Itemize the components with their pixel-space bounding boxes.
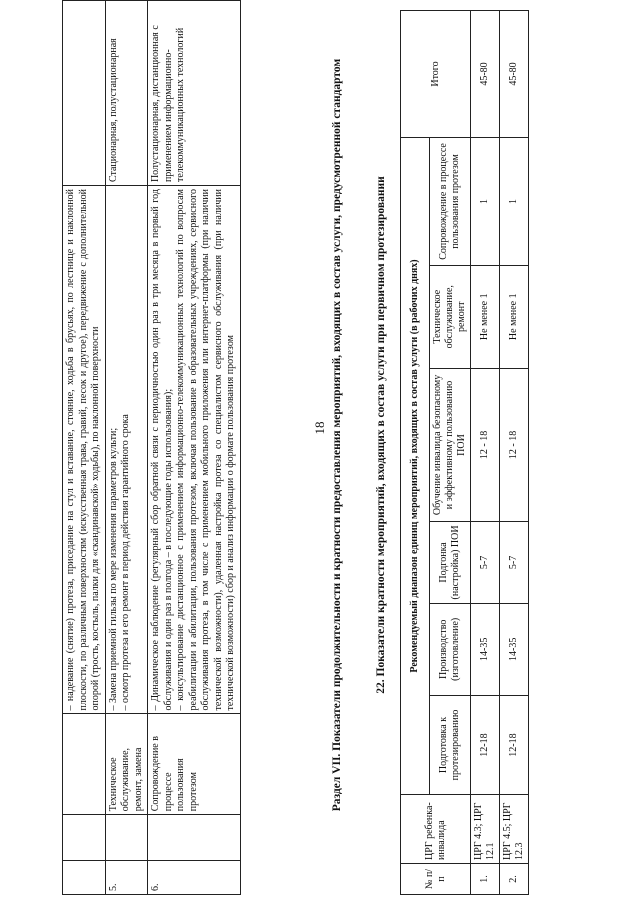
service-form: Полустационарная, дистанционная с применением информационно-телекоммуникационных технологий [148,1,241,186]
table-row [105,1,148,895]
header-cpr: ЦРГ ребенка-инвалида [401,795,471,864]
table-row [471,11,500,895]
cell-value: Не менее 1 [500,265,529,368]
cell-value: 1 [471,138,500,266]
service-description [63,186,106,714]
table-row [148,1,241,895]
header-col: Подгонка (настройка) ПОИ [430,522,471,603]
service-description [105,186,148,714]
cell-value: 5-7 [500,522,529,603]
cell-value: 14-35 [471,603,500,696]
header-col: Обучение инвалида безопасному и эффективному пользованию ПОИ [430,368,471,522]
subsection-heading: 22. Показатели кратности мероприятий, входящих в состав услуги при первичном протезировании [375,176,387,694]
header-num: № п/п [401,864,471,895]
cell-value: 5-7 [471,522,500,603]
list-item: – консультирование дистанционное с применением информационно-телекоммуникационных технологий по вопросам реабилитации и абилитации, пользования протезом, включая пользование в образовательных учреждениях, сервисного обслуживания протеза, в том числе с применением мобильного приложения или интернет-платформы (при наличии технической возможности), удаленная настройка протеза со специалистом сервисного обслуживания (при наличии технической возможности) сбор и анализ информации о формате пользования протезом [175,189,236,711]
list-item: – осмотр протеза и его ремонт в период действия гарантийного срока [120,414,131,711]
list-item: – надевание (снятие) протеза, приседание на стул и вставание, стояние, ходьба в брусьях, по лестнице и наклонной плоскости, по различным поверхностям (искусственная трава, гравий, песок и другое), передвижение с дополнительной опорой (трость, костыль, палки для «скандинавской» ходьбы), по наклонной поверхности [65,189,101,711]
header-total: Итого [401,11,471,138]
cell-cpr: ЦРГ 4.5; ЦРГ 12.3 [500,795,529,864]
cell-value: 12-18 [471,696,500,795]
service-form: Стационарная, полустационарная [105,1,148,186]
table-row [500,11,529,895]
multiplicity-table [400,10,529,895]
list-item: – Замена приемной гильзы по мере изменения параметров культи; [107,427,119,711]
header-col: Производство (изготовление) [430,603,471,696]
service-name: Техническое обслуживание, ремонт, замена [105,714,148,815]
header-col: Подготовка к протезированию [430,696,471,795]
table-header-row [430,11,471,895]
services-table [62,0,241,895]
cell-total: 45-80 [500,11,529,138]
header-range: Рекомендуемый диапазон единиц мероприятий, входящих в состав услуги (в рабочих днях) [401,138,430,795]
header-col: Техническое обслуживание, ремонт [430,265,471,368]
cell-value: 12 - 18 [471,368,500,522]
section-heading: Раздел VII. Показатели продолжительности и кратности предоставления мероприятий, входящих в состав услуги, предусмотренной стандартом [331,58,343,812]
list-item: – Динамическое наблюдение (регулярный сбор обратной связи с периодичностью один раз в три месяца в первый год обслуживания и один раз в полгода – в последующие годы использования); [150,189,174,711]
cell-value: 1 [500,138,529,266]
cell-total: 45-80 [471,11,500,138]
cell-num: 1. [471,864,500,895]
cell-value: 14-35 [500,603,529,696]
service-description [148,186,241,714]
page-number: 18 [312,421,327,435]
header-col: Сопровождение в процессе пользования протезом [430,138,471,266]
table-header-row [401,11,430,895]
cell-value: 12-18 [500,696,529,795]
row-number: 5. [105,860,148,894]
cell-value: 12 - 18 [500,368,529,522]
cell-num: 2. [500,864,529,895]
table-row [63,1,106,895]
cell-value: Не менее 1 [471,265,500,368]
row-number: 6. [148,860,241,894]
cell-cpr: ЦРГ 4.3; ЦРГ 12.1 [471,795,500,864]
service-name: Сопровождение в процессе пользования протезом [148,714,241,815]
